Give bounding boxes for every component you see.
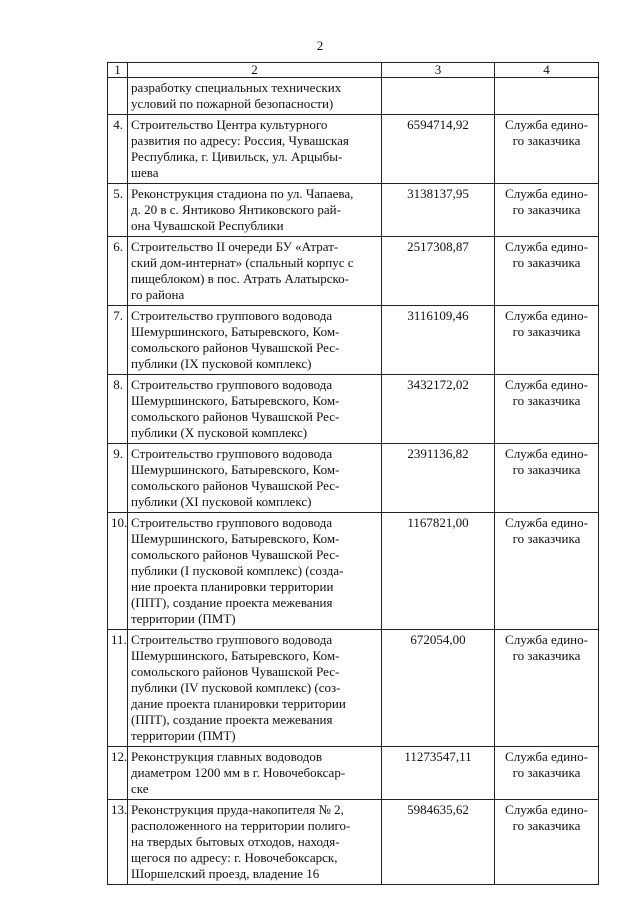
continuation-text: разработку специальных технических условий по пожарной безопасности) bbox=[128, 78, 382, 115]
project-amount: 3138137,95 bbox=[382, 184, 495, 237]
row-number: 12. bbox=[108, 747, 128, 800]
project-amount: 2391136,82 bbox=[382, 444, 495, 513]
project-name: Строительство группового водовода Шемуршинского, Батыревского, Ком- сомольского районов Чувашской Рес- публики (X пусковой комплекс) bbox=[128, 375, 382, 444]
responsible-org: Служба едино- го заказчика bbox=[495, 184, 599, 237]
table-row bbox=[108, 513, 599, 630]
project-amount: 5984635,62 bbox=[382, 800, 495, 885]
table-row bbox=[108, 375, 599, 444]
table-row bbox=[108, 237, 599, 306]
table-row bbox=[108, 630, 599, 747]
project-name: Строительство II очереди БУ «Атрат- ский дом-интернат» (спальный корпус с пищеблоком) в пос. Атрать Алатырско- го района bbox=[128, 237, 382, 306]
responsible-org: Служба едино- го заказчика bbox=[495, 306, 599, 375]
projects-table bbox=[107, 62, 599, 885]
table-row bbox=[108, 184, 599, 237]
continuation-row bbox=[108, 78, 599, 115]
table-row bbox=[108, 306, 599, 375]
responsible-org: Служба едино- го заказчика bbox=[495, 747, 599, 800]
responsible-org: Служба едино- го заказчика bbox=[495, 630, 599, 747]
project-amount: 3116109,46 bbox=[382, 306, 495, 375]
row-number: 10. bbox=[108, 513, 128, 630]
project-name: Реконструкция стадиона по ул. Чапаева, д. 20 в с. Янтиково Янтиковского рай- она Чувашской Республики bbox=[128, 184, 382, 237]
responsible-org: Служба едино- го заказчика bbox=[495, 444, 599, 513]
responsible-org: Служба едино- го заказчика bbox=[495, 115, 599, 184]
column-header-4: 4 bbox=[495, 63, 599, 78]
project-name: Строительство Центра культурного развития по адресу: Россия, Чувашская Республика, г. Цивильск, ул. Арцыбы- шева bbox=[128, 115, 382, 184]
row-number: 4. bbox=[108, 115, 128, 184]
project-amount: 1167821,00 bbox=[382, 513, 495, 630]
table-row bbox=[108, 800, 599, 885]
row-number: 8. bbox=[108, 375, 128, 444]
row-number: 6. bbox=[108, 237, 128, 306]
project-amount: 2517308,87 bbox=[382, 237, 495, 306]
row-number: 7. bbox=[108, 306, 128, 375]
row-number: 11. bbox=[108, 630, 128, 747]
row-number: 13. bbox=[108, 800, 128, 885]
responsible-org: Служба едино- го заказчика bbox=[495, 237, 599, 306]
project-amount: 11273547,11 bbox=[382, 747, 495, 800]
project-amount: 672054,00 bbox=[382, 630, 495, 747]
project-name: Реконструкция главных водоводов диаметром 1200 мм в г. Новочебоксар- ске bbox=[128, 747, 382, 800]
project-amount: 6594714,92 bbox=[382, 115, 495, 184]
page-number: 2 bbox=[316, 38, 324, 53]
table-row bbox=[108, 747, 599, 800]
responsible-org: Служба едино- го заказчика bbox=[495, 800, 599, 885]
table-row bbox=[108, 115, 599, 184]
project-name: Строительство группового водовода Шемуршинского, Батыревского, Ком- сомольского районов Чувашской Рес- публики (IV пусковой комплекс) (соз- дание проекта планировки территории (ППТ), создание проекта межевания территории (ПМТ) bbox=[128, 630, 382, 747]
project-name: Строительство группового водовода Шемуршинского, Батыревского, Ком- сомольского районов Чувашской Рес- публики (XI пусковой комплекс) bbox=[128, 444, 382, 513]
column-header-3: 3 bbox=[382, 63, 495, 78]
project-amount: 3432172,02 bbox=[382, 375, 495, 444]
table-cell-org bbox=[495, 78, 599, 115]
column-header-1: 1 bbox=[108, 63, 128, 78]
table-row bbox=[108, 444, 599, 513]
row-number: 5. bbox=[108, 184, 128, 237]
row-number: 9. bbox=[108, 444, 128, 513]
responsible-org: Служба едино- го заказчика bbox=[495, 375, 599, 444]
responsible-org: Служба едино- го заказчика bbox=[495, 513, 599, 630]
project-name: Строительство группового водовода Шемуршинского, Батыревского, Ком- сомольского районов Чувашской Рес- публики (IX пусковой комплекс) bbox=[128, 306, 382, 375]
header-row bbox=[108, 63, 599, 78]
project-name: Строительство группового водовода Шемуршинского, Батыревского, Ком- сомольского районов Чувашской Рес- публики (I пусковой комплекс) (созда- ние проекта планировки территории (ППТ), создание проекта межевания территории (ПМТ) bbox=[128, 513, 382, 630]
table-cell-num bbox=[108, 78, 128, 115]
column-header-2: 2 bbox=[128, 63, 382, 78]
table-cell-amount bbox=[382, 78, 495, 115]
project-name: Реконструкция пруда-накопителя № 2, расположенного на территории полиго- на твердых бытовых отходов, находя- щегося по адресу: г. Новочебоксарск, Шоршелский проезд, владение 16 bbox=[128, 800, 382, 885]
